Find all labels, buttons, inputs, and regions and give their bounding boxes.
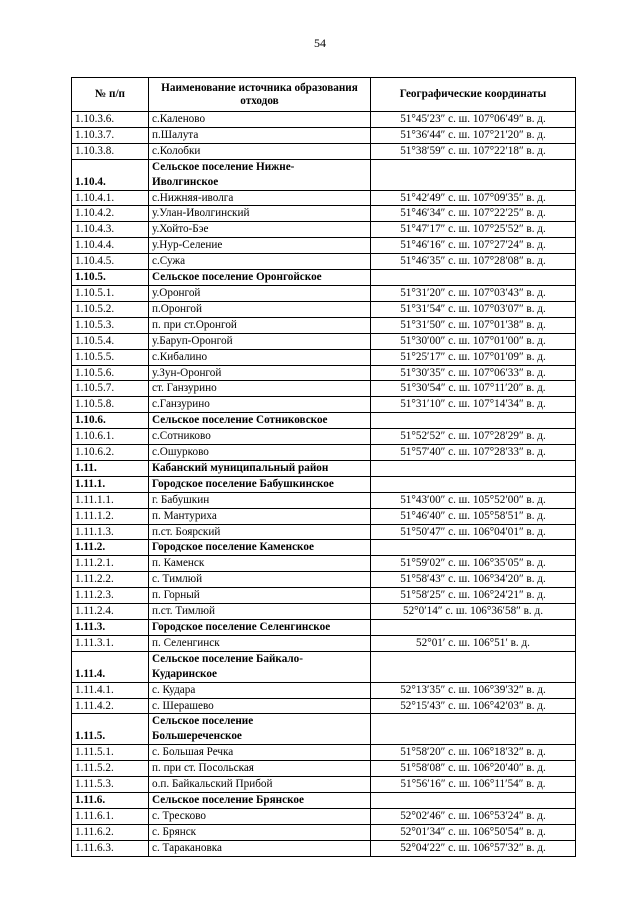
cell-coords (371, 540, 576, 556)
cell-name: с. Тресково (149, 808, 371, 824)
table-body (72, 112, 576, 857)
cell-num: 1.10.4.2. (72, 206, 149, 222)
cell-num: 1.11.1. (72, 476, 149, 492)
cell-name: у.Улан-Иволгинский (149, 206, 371, 222)
cell-num: 1.10.4.3. (72, 222, 149, 238)
table-row (72, 349, 576, 365)
cell-name: п. при ст.Оронгой (149, 317, 371, 333)
cell-num: 1.11.6. (72, 792, 149, 808)
cell-name: с.Ганзурино (149, 397, 371, 413)
cell-coords (371, 651, 576, 682)
cell-coords: 51°46′35″ с. ш. 107°28′08″ в. д. (371, 254, 576, 270)
cell-num: 1.10.5.7. (72, 381, 149, 397)
cell-name: у.Хойто-Бэе (149, 222, 371, 238)
cell-coords: 51°31′54″ с. ш. 107°03′07″ в. д. (371, 301, 576, 317)
coordinates-table (71, 77, 576, 857)
cell-num: 1.11.5.2. (72, 761, 149, 777)
cell-num: 1.11.6.1. (72, 808, 149, 824)
table-row (72, 777, 576, 793)
cell-num: 1.11.1.2. (72, 508, 149, 524)
table-section-row (72, 270, 576, 286)
cell-num: 1.11.2.1. (72, 556, 149, 572)
cell-name: п. при ст. Посольская (149, 761, 371, 777)
cell-name: у.Баруп-Оронгой (149, 333, 371, 349)
header-coords: Географические координаты (371, 78, 576, 112)
cell-name: Городское поселение Бабушкинское (149, 476, 371, 492)
table-row (72, 397, 576, 413)
table-row (72, 492, 576, 508)
cell-coords: 51°52′52″ с. ш. 107°28′29″ в. д. (371, 429, 576, 445)
table-row (72, 761, 576, 777)
cell-name: у.Зун-Оронгой (149, 365, 371, 381)
table-row (72, 524, 576, 540)
cell-name (149, 651, 371, 682)
cell-name: с.Нижняя-иволга (149, 190, 371, 206)
cell-num: 1.11.1.1. (72, 492, 149, 508)
table-section-row (72, 651, 576, 682)
table-row (72, 301, 576, 317)
cell-num: 1.11.3. (72, 620, 149, 636)
cell-num: 1.11.2.3. (72, 588, 149, 604)
cell-coords: 51°46′40″ с. ш. 105°58′51″ в. д. (371, 508, 576, 524)
table-section-row (72, 792, 576, 808)
cell-coords (371, 714, 576, 745)
header-name: Наименование источника образования отходов (149, 78, 371, 112)
cell-coords: 51°30′00″ с. ш. 107°01′00″ в. д. (371, 333, 576, 349)
cell-num: 1.11.4.2. (72, 698, 149, 714)
table-row (72, 824, 576, 840)
cell-name-line: Сельское поселение Байкало- (152, 652, 303, 665)
page-number: 54 (314, 36, 326, 50)
cell-name-line: Большереченское (152, 730, 242, 743)
table-row (72, 808, 576, 824)
cell-num: 1.10.3.8. (72, 143, 149, 159)
cell-coords: 51°57′40″ с. ш. 107°28′33″ в. д. (371, 445, 576, 461)
cell-name-line: Кударинское (152, 667, 217, 680)
cell-name: п.Оронгой (149, 301, 371, 317)
cell-coords: 51°31′20″ с. ш. 107°03′43″ в. д. (371, 285, 576, 301)
table-row (72, 445, 576, 461)
cell-name: с.Кибалино (149, 349, 371, 365)
table-section-row (72, 159, 576, 190)
cell-coords: 52°15′43″ с. ш. 106°42′03″ в. д. (371, 698, 576, 714)
cell-num: 1.10.6. (72, 413, 149, 429)
table-row (72, 285, 576, 301)
table-row (72, 222, 576, 238)
cell-name: с.Сотниково (149, 429, 371, 445)
cell-name: с.Сужа (149, 254, 371, 270)
cell-name-line: Сельское поселение Нижне- (152, 160, 295, 173)
cell-num: 1.10.5.2. (72, 301, 149, 317)
table-row (72, 112, 576, 128)
cell-coords: 51°58′25″ с. ш. 106°24′21″ в. д. (371, 588, 576, 604)
cell-coords (371, 270, 576, 286)
cell-coords: 51°30′35″ с. ш. 107°06′33″ в. д. (371, 365, 576, 381)
table-row (72, 682, 576, 698)
cell-coords: 51°50′47″ с. ш. 106°04′01″ в. д. (371, 524, 576, 540)
cell-name: с.Колобки (149, 143, 371, 159)
cell-coords: 51°38′59″ с. ш. 107°22′18″ в. д. (371, 143, 576, 159)
cell-coords: 52°02′46″ с. ш. 106°53′24″ в. д. (371, 808, 576, 824)
cell-num: 1.10.5.1. (72, 285, 149, 301)
cell-coords: 51°43′00″ с. ш. 105°52′00″ в. д. (371, 492, 576, 508)
cell-name: п.ст. Боярский (149, 524, 371, 540)
cell-coords (371, 476, 576, 492)
cell-num: 1.11.2.2. (72, 572, 149, 588)
cell-coords: 52°01′34″ с. ш. 106°50′54″ в. д. (371, 824, 576, 840)
table-section-row (72, 476, 576, 492)
cell-name: Кабанский муниципальный район (149, 460, 371, 476)
cell-name: у.Нур-Селение (149, 238, 371, 254)
cell-name: Сельское поселение Оронгойское (149, 270, 371, 286)
table-row (72, 588, 576, 604)
table-row (72, 556, 576, 572)
table-row (72, 206, 576, 222)
cell-coords: 52°13′35″ с. ш. 106°39′32″ в. д. (371, 682, 576, 698)
cell-coords (371, 792, 576, 808)
cell-name: с. Тимлюй (149, 572, 371, 588)
table-row (72, 317, 576, 333)
cell-coords: 51°42′49″ с. ш. 107°09′35″ в. д. (371, 190, 576, 206)
cell-coords: 52°01′ с. ш. 106°51′ в. д. (371, 635, 576, 651)
cell-coords: 51°31′10″ с. ш. 107°14′34″ в. д. (371, 397, 576, 413)
table-row (72, 333, 576, 349)
cell-num: 1.10.4.5. (72, 254, 149, 270)
cell-coords: 51°45′23″ с. ш. 107°06′49″ в. д. (371, 112, 576, 128)
cell-num: 1.10.4.4. (72, 238, 149, 254)
cell-name: Сельское поселение Сотниковское (149, 413, 371, 429)
table-row (72, 840, 576, 856)
cell-num: 1.11.2. (72, 540, 149, 556)
cell-num: 1.10.5.8. (72, 397, 149, 413)
cell-num: 1.10.4. (72, 159, 149, 190)
cell-coords: 51°58′20″ с. ш. 106°18′32″ в. д. (371, 745, 576, 761)
cell-coords: 51°46′34″ с. ш. 107°22′25″ в. д. (371, 206, 576, 222)
cell-coords: 52°04′22″ с. ш. 106°57′32″ в. д. (371, 840, 576, 856)
cell-name: Сельское поселение Брянское (149, 792, 371, 808)
cell-coords: 51°36′44″ с. ш. 107°21′20″ в. д. (371, 127, 576, 143)
table-row (72, 698, 576, 714)
cell-num: 1.10.5.4. (72, 333, 149, 349)
cell-name: п.Шалута (149, 127, 371, 143)
cell-name: Городское поселение Каменское (149, 540, 371, 556)
cell-name: у.Оронгой (149, 285, 371, 301)
cell-name: п. Мантуриха (149, 508, 371, 524)
cell-num: 1.11.5.1. (72, 745, 149, 761)
cell-num: 1.11.4.1. (72, 682, 149, 698)
cell-num: 1.10.3.7. (72, 127, 149, 143)
cell-coords (371, 460, 576, 476)
table-section-row (72, 620, 576, 636)
table-row (72, 127, 576, 143)
cell-name (149, 714, 371, 745)
cell-num: 1.11. (72, 460, 149, 476)
cell-num: 1.10.5.3. (72, 317, 149, 333)
cell-name: с.Ошурково (149, 445, 371, 461)
cell-coords (371, 413, 576, 429)
cell-name: п. Каменск (149, 556, 371, 572)
cell-num: 1.11.6.2. (72, 824, 149, 840)
cell-name: г. Бабушкин (149, 492, 371, 508)
cell-num: 1.11.5. (72, 714, 149, 745)
table-row (72, 238, 576, 254)
table-row (72, 429, 576, 445)
cell-coords: 51°46′16″ с. ш. 107°27′24″ в. д. (371, 238, 576, 254)
cell-coords: 51°47′17″ с. ш. 107°25′52″ в. д. (371, 222, 576, 238)
table-row (72, 254, 576, 270)
cell-num: 1.11.4. (72, 651, 149, 682)
cell-name: п. Горный (149, 588, 371, 604)
table-section-row (72, 540, 576, 556)
cell-num: 1.11.1.3. (72, 524, 149, 540)
table-header-row (72, 78, 576, 112)
cell-num: 1.10.6.1. (72, 429, 149, 445)
cell-coords: 51°59′02″ с. ш. 106°35′05″ в. д. (371, 556, 576, 572)
cell-coords (371, 159, 576, 190)
cell-name: ст. Ганзурино (149, 381, 371, 397)
cell-coords: 51°58′08″ с. ш. 106°20′40″ в. д. (371, 761, 576, 777)
cell-num: 1.10.6.2. (72, 445, 149, 461)
cell-name: с.Каленово (149, 112, 371, 128)
cell-num: 1.10.4.1. (72, 190, 149, 206)
table-section-row (72, 413, 576, 429)
cell-coords: 51°58′43″ с. ш. 106°34′20″ в. д. (371, 572, 576, 588)
cell-num: 1.11.5.3. (72, 777, 149, 793)
cell-num: 1.11.3.1. (72, 635, 149, 651)
header-num: № п/п (72, 78, 149, 112)
cell-name-line: Сельское поселение (152, 715, 254, 728)
table-row (72, 572, 576, 588)
table-row (72, 143, 576, 159)
table-row (72, 745, 576, 761)
cell-name: с. Брянск (149, 824, 371, 840)
cell-coords (371, 620, 576, 636)
cell-name-line: Иволгинское (152, 175, 219, 188)
cell-num: 1.11.6.3. (72, 840, 149, 856)
table-row (72, 365, 576, 381)
cell-name (149, 159, 371, 190)
cell-num: 1.11.2.4. (72, 604, 149, 620)
table-row (72, 381, 576, 397)
table-row (72, 604, 576, 620)
table-section-row (72, 714, 576, 745)
cell-coords: 51°30′54″ с. ш. 107°11′20″ в. д. (371, 381, 576, 397)
cell-name: п.ст. Тимлюй (149, 604, 371, 620)
cell-name: с. Большая Речка (149, 745, 371, 761)
table-row (72, 508, 576, 524)
cell-name: с. Шерашево (149, 698, 371, 714)
cell-coords: 51°25′17″ с. ш. 107°01′09″ в. д. (371, 349, 576, 365)
cell-num: 1.10.5. (72, 270, 149, 286)
cell-coords: 51°31′50″ с. ш. 107°01′38″ в. д. (371, 317, 576, 333)
cell-name: о.п. Байкальский Прибой (149, 777, 371, 793)
cell-num: 1.10.5.5. (72, 349, 149, 365)
cell-name: с. Таракановка (149, 840, 371, 856)
cell-coords: 51°56′16″ с. ш. 106°11′54″ в. д. (371, 777, 576, 793)
table-section-row (72, 460, 576, 476)
table-row (72, 190, 576, 206)
table-row (72, 635, 576, 651)
cell-num: 1.10.5.6. (72, 365, 149, 381)
cell-name: с. Кудара (149, 682, 371, 698)
cell-name: Городское поселение Селенгинское (149, 620, 371, 636)
cell-num: 1.10.3.6. (72, 112, 149, 128)
cell-name: п. Селенгинск (149, 635, 371, 651)
cell-coords: 52°0′14″ с. ш. 106°36′58″ в. д. (371, 604, 576, 620)
